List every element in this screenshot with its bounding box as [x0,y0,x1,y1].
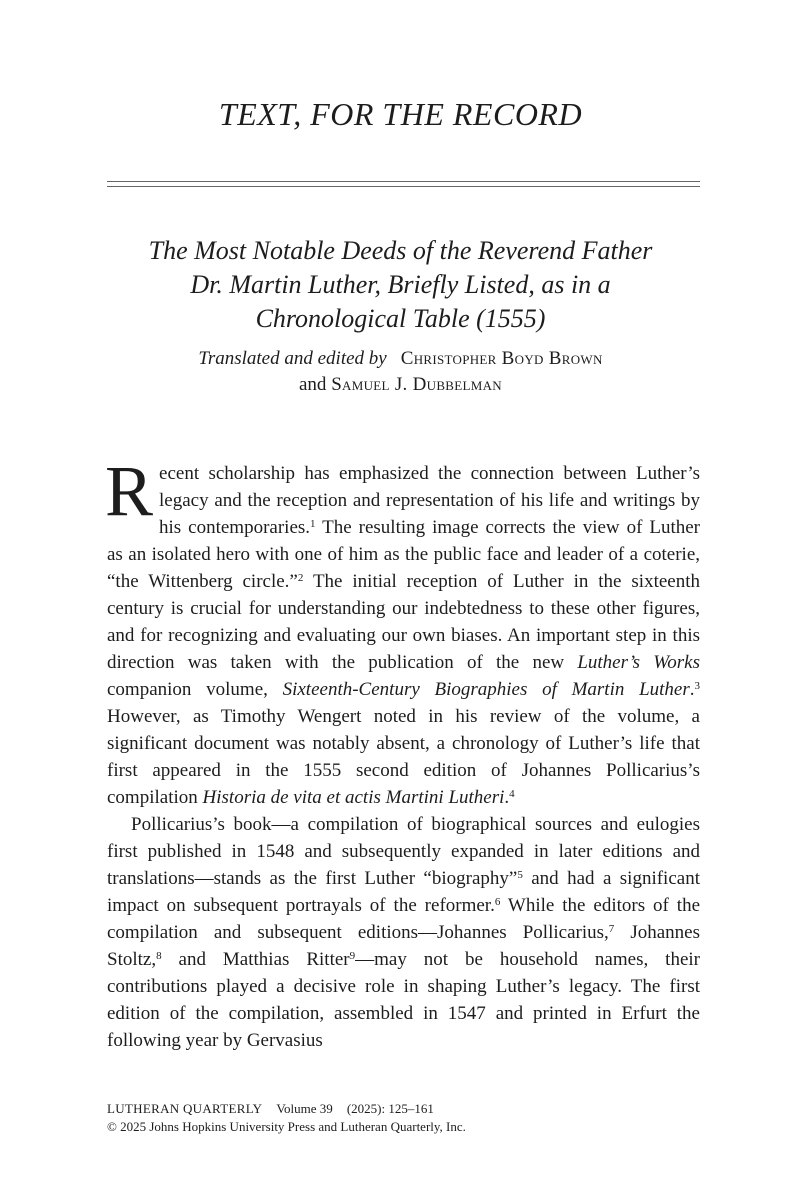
author-name: Samuel J. Dubbelman [331,374,502,395]
article-body [105,451,700,1054]
journal-year-pages: (2025): 125–161 [346,1101,434,1116]
footnote-ref[interactable]: 9 [349,950,356,962]
body-text: companion volume, [107,679,283,700]
body-text: ecent scholarship has emphasized the connection between Luther’s legacy and the reception and representation of his life and writings by his contemporaries. [159,463,700,538]
byline [60,346,741,398]
body-text: The resulting image corrects the view of Luther as an isolated hero with one of him as the public face and leader of a coterie, “the Wittenberg circle.” [107,517,700,592]
footnote-ref[interactable]: 7 [608,923,615,935]
body-text: While the editors of the compilation and subsequent editions—Johannes Pollicarius, [107,895,700,943]
article-title-line: Chronological Table (1555) [255,304,546,333]
body-text: However, as Timothy Wengert noted in his review of the volume, a significant document was notably absent, a chronology of Luther’s life that first appeared in the 1555 second edition of Johannes Pollicarius’s compilation [107,706,700,808]
drop-cap: R [105,451,154,531]
double-rule-bottom [107,186,700,187]
double-rule-top [107,181,700,182]
footnote-ref[interactable]: 6 [494,896,501,908]
body-text: Pollicarius’s book—a compilation of biographical sources and eulogies first published in 1548 and subsequently expanded in later editions and translations—stands as the first Luther “biography” [107,814,700,889]
footnote-ref[interactable]: 3 [694,680,700,692]
page-footer [107,1100,700,1136]
body-text: . [504,787,510,808]
body-text: The initial reception of Luther in the sixteenth century is crucial for understanding our indebtedness to these other figures, and for recognizing and evaluating our own biases. An important step in this direction was taken with the publication of the new [107,571,700,673]
italic-title: Historia de vita et actis Martini Lutheri [202,787,505,808]
article-title [60,234,741,336]
paragraph-2 [107,811,700,1054]
italic-title: Luther’s Works [577,652,700,673]
footnote-ref[interactable]: 4 [509,788,515,800]
paragraph-1 [105,451,700,811]
footnote-ref[interactable]: 5 [517,869,523,881]
body-text: Johannes Stoltz, [107,922,700,970]
author-name: Christopher Boyd Brown [400,348,603,369]
byline-lead: Translated and edited by [198,348,387,369]
journal-volume: Volume 39 [276,1101,333,1116]
copyright-notice: © 2025 Johns Hopkins University Press and Lutheran Quarterly, Inc. [107,1119,466,1134]
footnote-ref[interactable]: 2 [297,572,304,584]
italic-title: Sixteenth-Century Biographies of Martin Luther [282,679,690,700]
body-text: . [689,679,695,700]
footnote-ref[interactable]: 1 [310,518,316,530]
body-text: —may not be household names, their contributions played a decisive role in shaping Luther’s legacy. The first edition of the compilation, assembled in 1547 and printed in Erfurt the following year by Gervasius [107,949,700,1051]
journal-name: LUTHERAN QUARTERLY [107,1101,263,1116]
article-title-line: The Most Notable Deeds of the Reverend Father [148,236,653,265]
body-text: and had a significant impact on subsequent portrayals of the reformer. [107,868,700,916]
body-text: and Matthias Ritter [161,949,350,970]
footnote-ref[interactable]: 8 [156,950,162,962]
byline-connector: and [299,374,327,395]
article-title-line: Dr. Martin Luther, Briefly Listed, as in a [190,270,611,299]
section-heading: TEXT, FOR THE RECORD [218,96,583,132]
